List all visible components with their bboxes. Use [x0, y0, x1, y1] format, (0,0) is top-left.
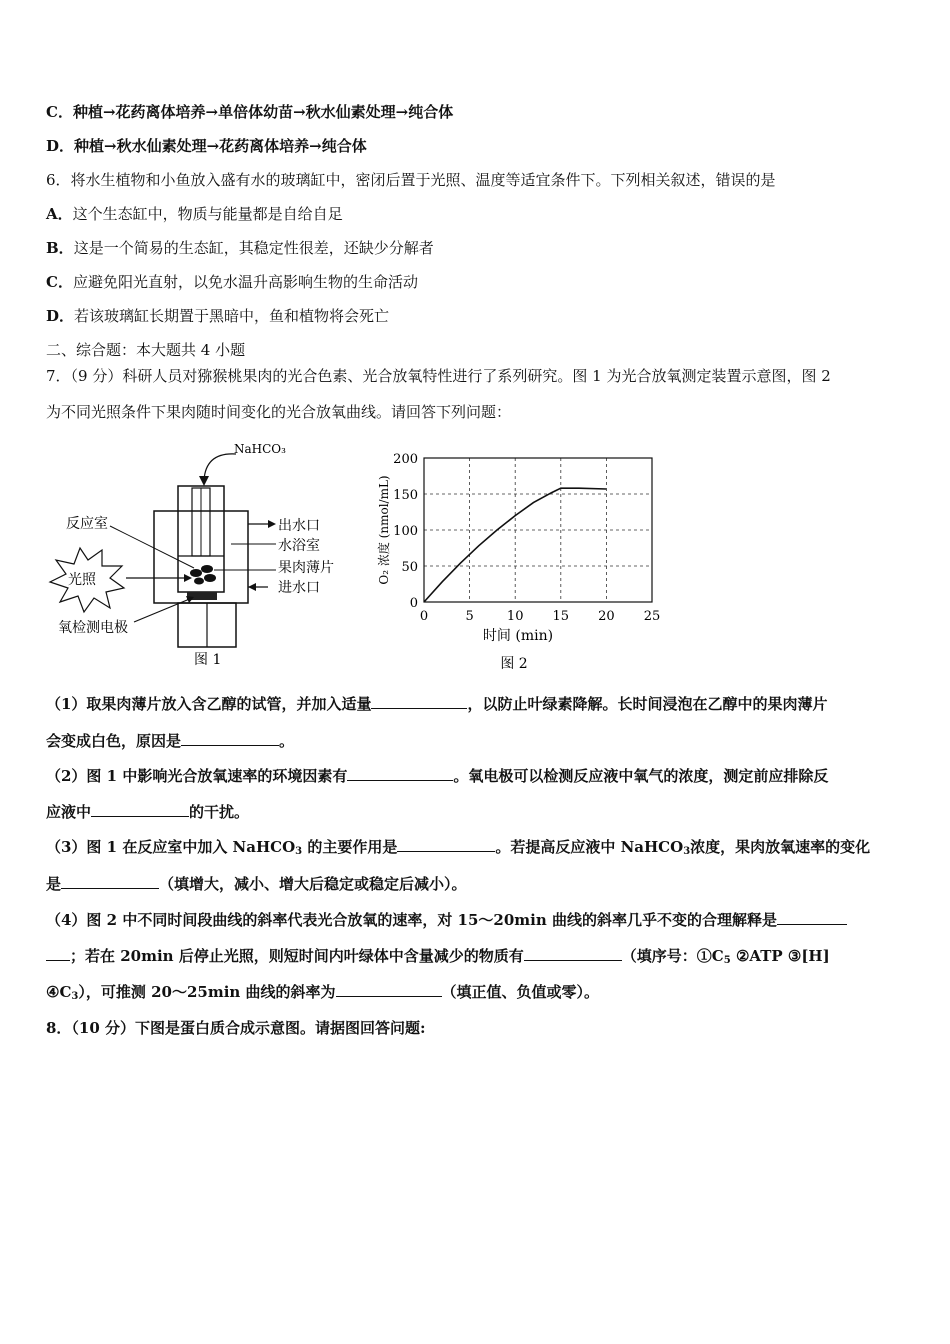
q7-part4-line3	[46, 982, 599, 1002]
x-tick-label: 5	[465, 609, 474, 624]
inlet-label: 进水口	[278, 580, 320, 596]
electrode-label: 氧检测电极	[58, 620, 128, 636]
text: 浓度，果肉放氧速率的变化	[690, 838, 871, 856]
option-c-top	[46, 102, 453, 122]
answer-blank[interactable]	[91, 802, 189, 817]
chart-ticks	[393, 452, 660, 624]
q7-part3-line2	[46, 874, 467, 894]
option-letter: C．	[46, 273, 73, 291]
option-text: 种植→秋水仙素处理→花药离体培养→纯合体	[74, 137, 367, 155]
subscript: 3	[683, 846, 691, 857]
subscript: 5	[723, 955, 731, 966]
text: ④C	[46, 983, 72, 1001]
outlet-label: 出水口	[278, 518, 320, 534]
x-tick-label: 20	[598, 609, 615, 624]
fruit-slice-label: 果肉薄片	[278, 560, 334, 576]
figure-2-caption: 图 2	[500, 656, 528, 672]
q6-option-b	[46, 238, 434, 258]
text: （2）图 1 中影响光合放氧速率的环境因素有	[46, 767, 348, 785]
option-letter: A．	[46, 205, 73, 223]
section-heading: 二、综合题：本大题共 4 小题	[46, 341, 246, 359]
text: ），可推测 20～25min 曲线的斜率为	[78, 983, 336, 1001]
option-letter: B．	[46, 239, 74, 257]
text: ；若在 20min 后停止光照，则短时间内叶绿体中含量减少的物质有	[70, 947, 524, 965]
subscript: 3	[295, 846, 303, 857]
text: （填序号：①C	[621, 947, 724, 965]
x-tick-label: 10	[506, 609, 524, 624]
text: （填正值、负值或零）。	[441, 983, 600, 1001]
q7-stem-line2: 为不同光照条件下果肉随时间变化的光合放氧曲线。请回答下列问题：	[46, 403, 512, 421]
text: （1）取果肉薄片放入含乙醇的试管，并加入适量	[46, 695, 372, 713]
text: 。	[279, 732, 295, 750]
option-d-top	[46, 136, 367, 156]
text: 。氧电极可以检测反应液中氧气的浓度，测定前应排除反	[453, 767, 829, 785]
subscript: 3	[71, 991, 79, 1002]
x-tick-label: 15	[552, 609, 570, 624]
text: 的干扰。	[189, 803, 250, 821]
text: 应液中	[46, 803, 92, 821]
y-tick-label: 0	[409, 596, 418, 611]
figure-1-caption: 图 1	[194, 652, 222, 668]
q7-part3-line1	[46, 837, 870, 857]
option-text: 种植→花药离体培养→单倍体幼苗→秋水仙素处理→纯合体	[72, 103, 454, 121]
option-text: 若该玻璃缸长期置于黑暗中，鱼和植物将会死亡	[74, 307, 390, 325]
reaction-chamber-label: 反应室	[66, 516, 108, 532]
answer-blank[interactable]	[397, 837, 495, 852]
option-text: 这个生态缸中，物质与能量都是自给自足	[72, 205, 343, 223]
y-axis-label: O₂ 浓度 (nmol/mL)	[377, 475, 391, 585]
option-text: 这是一个简易的生态缸，其稳定性很差，还缺少分解者	[73, 239, 434, 257]
q7-part1-line2	[46, 731, 294, 751]
light-label: 光照	[68, 572, 96, 588]
chart-grid	[424, 458, 652, 602]
q7-part1-line1	[46, 694, 827, 714]
text: （4）图 2 中不同时间段曲线的斜率代表光合放氧的速率，对 15～20min 曲线的斜率几乎不变的合理解释是	[46, 911, 777, 929]
q7-part4-line1	[46, 910, 847, 930]
figure-1-apparatus	[46, 436, 356, 672]
text: 8．（10 分）下图是蛋白质合成示意图。请据图回答问题:	[46, 1019, 426, 1037]
answer-blank[interactable]	[777, 910, 847, 925]
figure-2-chart	[370, 440, 670, 672]
option-text: 应避免阳光直射，以免水温升高影响生物的生命活动	[72, 273, 418, 291]
answer-blank[interactable]	[181, 731, 279, 746]
text: 。若提高反应液中 NaHCO	[495, 838, 684, 856]
text: （填增大，减小、增大后稳定或稳定后减小）。	[159, 875, 467, 893]
answer-blank[interactable]	[61, 874, 159, 889]
answer-blank-continued[interactable]	[46, 946, 70, 961]
answer-blank[interactable]	[336, 982, 442, 997]
nahco3-label: NaHCO₃	[234, 442, 286, 456]
q7-part2-line2	[46, 802, 249, 822]
text: ②ATP ③[H]	[730, 947, 830, 965]
q7-stem-line1: 7．（9 分）科研人员对猕猴桃果肉的光合色素、光合放氧特性进行了系列研究。图 1 为光合放氧测定装置示意图，图 2	[46, 367, 831, 385]
y-tick-label: 100	[393, 524, 418, 539]
q6-option-c	[46, 272, 418, 292]
answer-blank[interactable]	[524, 946, 622, 961]
q6-stem: 6．将水生植物和小鱼放入盛有水的玻璃缸中，密闭后置于光照、温度等适宜条件下。下列相关叙述，错误的是	[46, 171, 776, 189]
answer-blank[interactable]	[347, 766, 453, 781]
q6-option-d	[46, 306, 389, 326]
q7-part2-line1	[46, 766, 828, 786]
q6-option-a	[46, 204, 343, 224]
q8-stem	[46, 1018, 426, 1038]
q7-part4-line2	[46, 946, 830, 966]
text: 会变成白色，原因是	[46, 732, 182, 750]
x-tick-label: 0	[419, 609, 429, 624]
answer-blank[interactable]	[371, 694, 467, 709]
y-tick-label: 50	[401, 560, 418, 575]
water-bath-label: 水浴室	[278, 538, 320, 554]
text: （3）图 1 在反应室中加入 NaHCO	[46, 838, 296, 856]
text: 是	[46, 875, 62, 893]
y-tick-label: 200	[393, 452, 418, 467]
text: 的主要作用是	[302, 838, 398, 856]
x-tick-label: 25	[643, 609, 661, 624]
option-letter: D．	[46, 307, 75, 325]
option-letter: C．	[46, 103, 73, 121]
text: ，以防止叶绿素降解。长时间浸泡在乙醇中的果肉薄片	[467, 695, 828, 713]
y-tick-label: 150	[393, 488, 418, 503]
option-letter: D．	[46, 137, 75, 155]
x-axis-label: 时间 (min)	[482, 628, 554, 644]
